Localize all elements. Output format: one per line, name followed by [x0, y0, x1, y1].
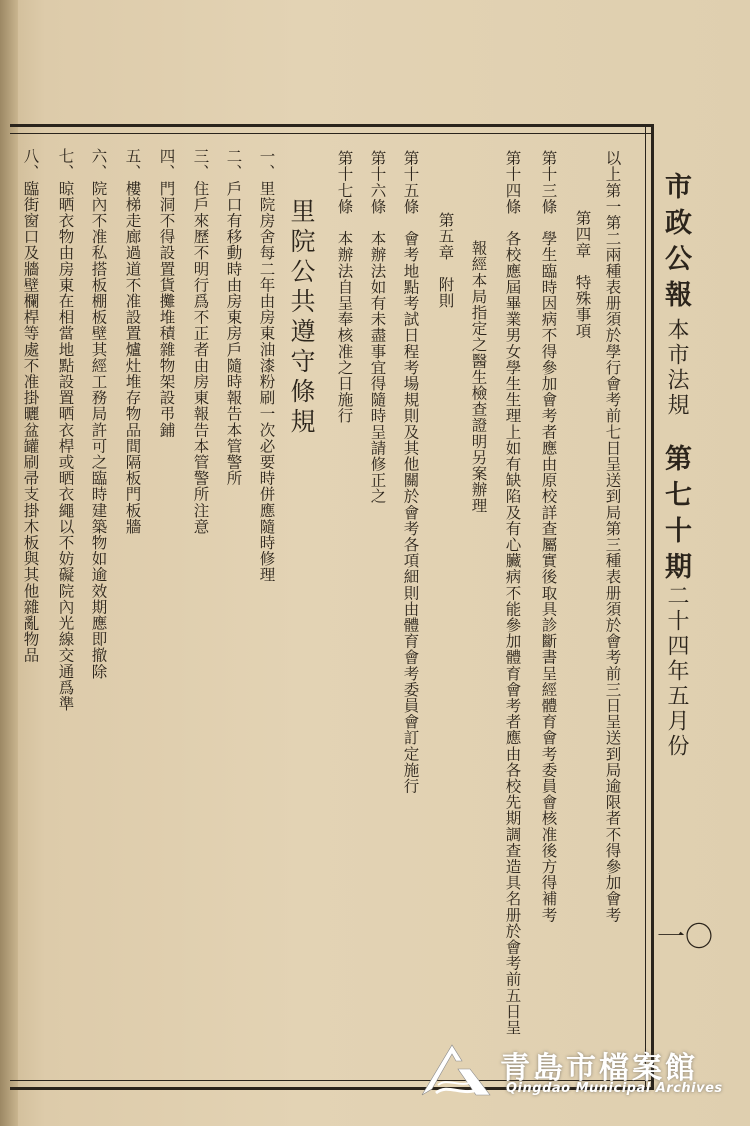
rule-item: 五、樓梯走廊過道不准設置爐灶堆存物品間隔板門板牆 — [123, 148, 142, 535]
article-14: 第十四條 各校應屆畢業男女學生生理上如有缺陷及有心臟病不能參加體育會考者應由各校先期調查造具名册於會考前五日呈 — [503, 150, 522, 1036]
rule-item: 四、門洞不得設置貨攤堆積雜物架設弔鋪 — [157, 148, 176, 438]
article-17: 第十七條 本辦法自呈奉核准之日施行 — [335, 150, 354, 424]
frame-right-rule — [645, 124, 654, 1090]
archive-watermark — [418, 1035, 728, 1105]
page-number: 一〇 — [657, 920, 714, 953]
article-14-continued: 報經本局指定之醫生檢查證明另案辦理 — [469, 240, 488, 514]
rule-item: 七、晾晒衣物由房東在相當地點設置晒衣桿或晒衣繩以不妨礙院內光線交通爲準 — [56, 148, 75, 712]
rule-item: 一、里院房舍每二年由房東油漆粉刷一次必要時併應隨時修理 — [257, 148, 276, 583]
rules-title: 里院公共遵守條規 — [287, 198, 316, 438]
rule-item: 三、住戶來歷不明行爲不正者由房東報告本管警所注意 — [191, 148, 210, 535]
book-spine-shadow — [0, 0, 18, 1126]
article-13: 第十三條 學生臨時因病不得參加會考者應由原校詳查屬實後取具診斷書呈經體育會考委員會核准後方得補考 — [539, 150, 558, 923]
article-16: 第十六條 本辦法如有未盡事宜得隨時呈請修正之 — [368, 150, 387, 505]
frame-top-rule — [10, 124, 653, 134]
chapter-heading: 第四章 特殊事項 — [573, 210, 592, 339]
archive-name-en: Qingdao Municipal Archives — [506, 1081, 723, 1096]
publication-title: 市政公報 — [660, 172, 691, 316]
archive-logo-icon — [418, 1039, 496, 1099]
rule-item: 二、戶口有移動時由房東房戶隨時報告本管警所 — [224, 148, 243, 487]
archive-name-cn: 青島市檔案館 — [500, 1051, 698, 1086]
rule-item: 八、臨街窗口及牆壁欄桿等處不准掛曬盆罐刷帚支掛木板與其他雜亂物品 — [21, 148, 40, 664]
issue-date: 二十四年五月份 — [664, 584, 689, 759]
issue-number: 第七十期 — [660, 444, 691, 588]
section-title: 本市法規 — [664, 318, 689, 418]
chapter-heading: 第五章 附則 — [436, 212, 455, 309]
text-column: 以上第一第二兩種表册須於學行會考前七日呈送到局第三種表册須於會考前三日呈送到局逾限者不得參加會考 — [603, 150, 622, 923]
article-15: 第十五條 會考地點考試日程考場規則及其他關於會考各項細則由體育會考委員會訂定施行 — [401, 150, 420, 794]
rule-item: 六、院內不准私搭板棚板壁其經工務局許可之臨時建築物如逾效期應即撤除 — [89, 148, 108, 680]
